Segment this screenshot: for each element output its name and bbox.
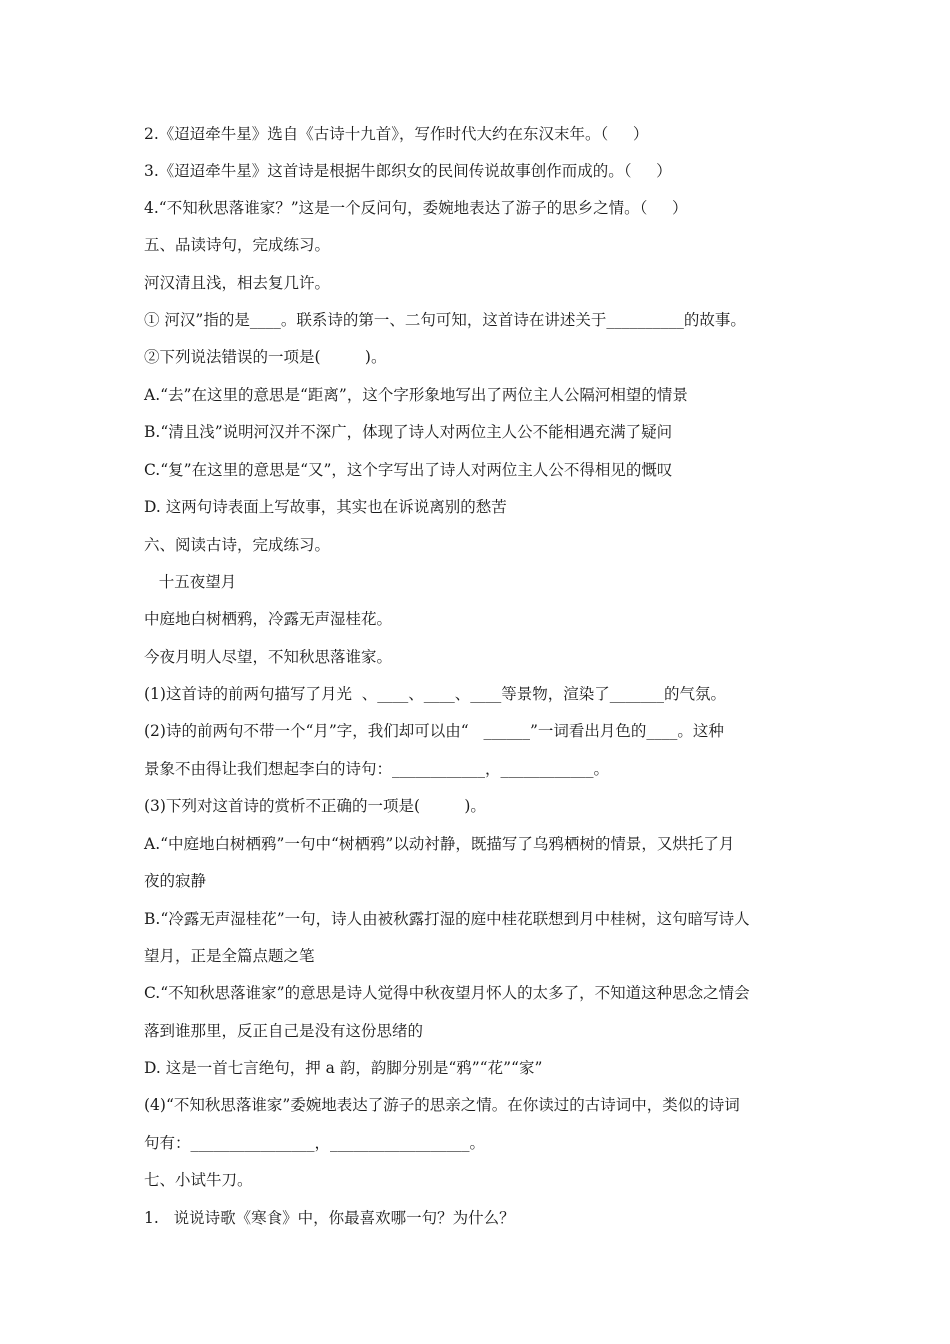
option-b-continued: 望月，正是全篇点题之笔 [144,947,315,965]
option-c: C.“不知秋思落谁家”的意思是诗人觉得中秋夜望月怀人的太多了，不知道这种思念之情会 [144,984,750,1002]
option-d: D. 这是一首七言绝句，押 a 韵，韵脚分别是“鸦”“花”“家” [144,1059,543,1077]
judgment-item-4: 4.“不知秋思落谁家？”这是一个反问句，委婉地表达了游子的思乡之情。（ ） [144,199,688,217]
section-six-heading: 六、阅读古诗，完成练习。 [144,536,331,554]
question-3: (3)下列对这首诗的赏析不正确的一项是( )。 [144,797,486,815]
poem-title: 十五夜望月 [144,573,237,591]
option-a: A.“去”在这里的意思是“距离”，这个字形象地写出了两位主人公隔河相望的情景 [144,386,688,404]
question-2: (2)诗的前两句不带一个“月”字，我们却可以由“ ______”一词看出月色的____。这种 [144,722,724,740]
question-2-continued: 景象不由得让我们想起李白的诗句：____________，____________。 [144,760,610,778]
option-b: B.“清且浅”说明河汉并不深广，体现了诗人对两位主人公不能相遇充满了疑问 [144,423,673,441]
poem-line: 中庭地白树栖鸦，冷露无声湿桂花。 [144,610,393,628]
option-a-continued: 夜的寂静 [144,872,207,890]
section-seven-heading: 七、小试牛刀。 [144,1171,253,1189]
option-a: A.“中庭地白树栖鸦”一句中“树栖鸦”以动衬静，既描写了乌鸦栖树的情景，又烘托了月 [144,835,735,853]
option-d: D. 这两句诗表面上写故事，其实也在诉说离别的愁苦 [144,498,507,516]
option-c-continued: 落到谁那里，反正自己是没有这份思绪的 [144,1022,424,1040]
question-4-continued: 句有：________________，__________________。 [144,1134,486,1152]
section-five-heading: 五、品读诗句，完成练习。 [144,236,331,254]
judgment-item-2: 2.《迢迢牵牛星》选自《古诗十九首》，写作时代大约在东汉末年。（ ） [144,125,649,143]
judgment-item-3: 3.《迢迢牵牛星》这首诗是根据牛郎织女的民间传说故事创作而成的。（ ） [144,162,672,180]
section-seven-question-1: 1. 说说诗歌《寒食》中，你最喜欢哪一句？为什么？ [144,1209,515,1227]
option-c: C.“复”在这里的意思是“又”，这个字写出了诗人对两位主人公不得相见的慨叹 [144,461,673,479]
question-choice: ②下列说法错误的一项是( )。 [144,348,387,366]
option-b: B.“冷露无声湿桂花”一句，诗人由被秋露打湿的庭中桂花联想到月中桂树，这句暗写诗人 [144,910,750,928]
poem-line: 今夜月明人尽望，不知秋思落谁家。 [144,648,393,666]
poem-line: 河汉清且浅，相去复几许。 [144,274,331,292]
question-1: (1)这首诗的前两句描写了月光 、____、____、____等景物，渲染了_______的气氛。 [144,685,727,703]
question-4: (4)“不知秋思落谁家”委婉地表达了游子的思亲之情。在你读过的古诗词中，类似的诗词 [144,1096,740,1114]
question-fill-blank: ① 河汉”指的是____。联系诗的第一、二句可知，这首诗在讲述关于__________的故事。 [144,311,746,329]
